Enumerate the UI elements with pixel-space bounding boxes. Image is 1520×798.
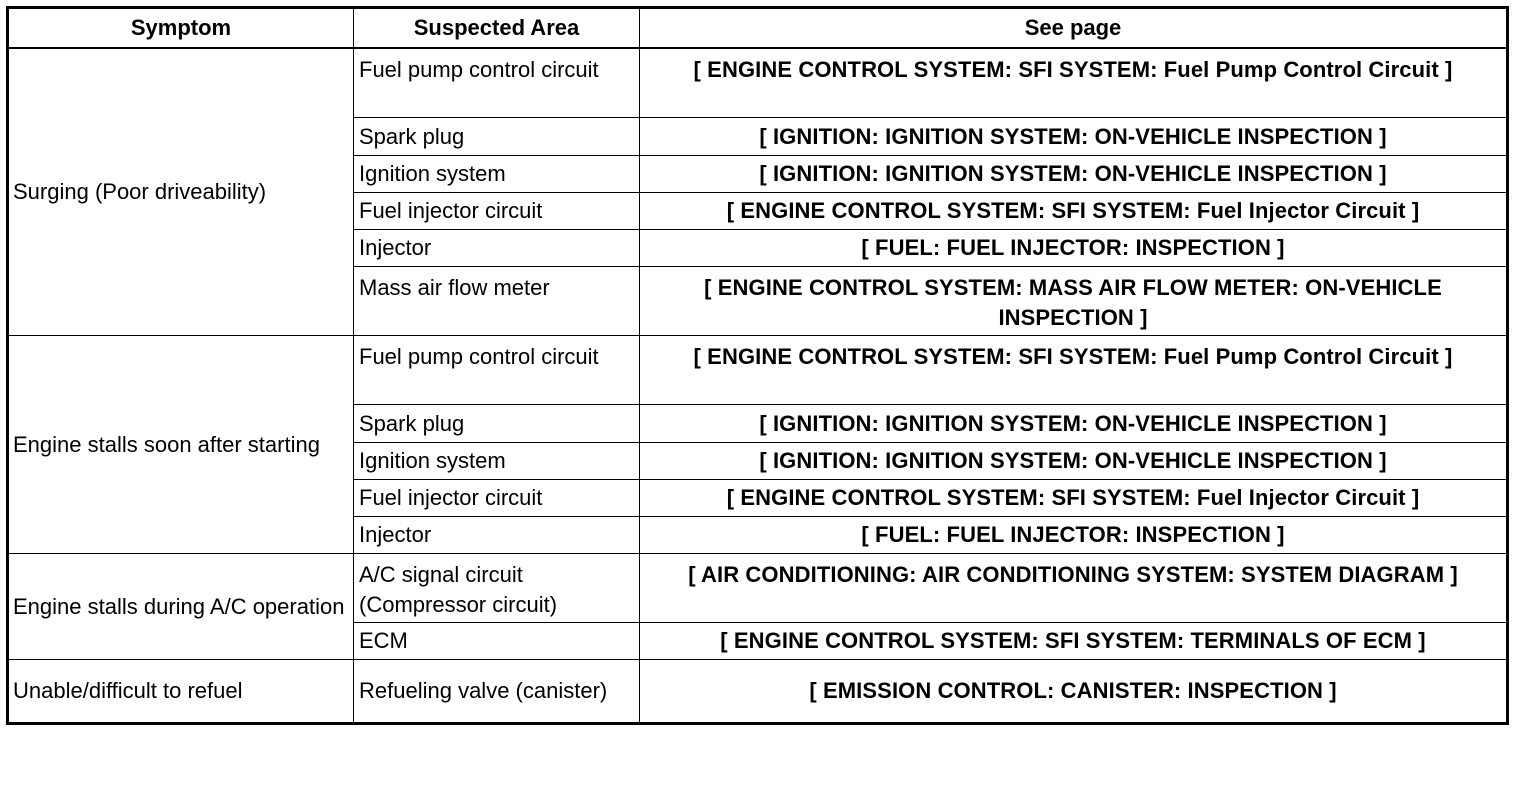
suspected-area-cell: Spark plug	[354, 405, 640, 443]
suspected-area-cell: Refueling valve (canister)	[354, 660, 640, 724]
symptom-cell: Engine stalls soon after starting	[8, 336, 354, 554]
symptom-cell: Unable/difficult to refuel	[8, 660, 354, 724]
symptom-cell: Surging (Poor driveability)	[8, 48, 354, 336]
header-symptom: Symptom	[8, 8, 354, 49]
see-page-link[interactable]: [ AIR CONDITIONING: AIR CONDITIONING SYSTEM: SYSTEM DIAGRAM ]	[640, 554, 1508, 623]
suspected-area-cell: Fuel pump control circuit	[354, 336, 640, 405]
see-page-link[interactable]: [ ENGINE CONTROL SYSTEM: SFI SYSTEM: TERMINALS OF ECM ]	[640, 623, 1508, 660]
suspected-area-cell: Spark plug	[354, 118, 640, 156]
suspected-area-cell: Mass air flow meter	[354, 267, 640, 336]
see-page-link[interactable]: [ IGNITION: IGNITION SYSTEM: ON-VEHICLE INSPECTION ]	[640, 156, 1508, 193]
table-row	[8, 336, 1508, 405]
header-see-page: See page	[640, 8, 1508, 49]
suspected-area-cell: Injector	[354, 230, 640, 267]
troubleshooting-table	[6, 6, 1509, 725]
table-row	[8, 554, 1508, 623]
suspected-area-cell: A/C signal circuit (Compressor circuit)	[354, 554, 640, 623]
suspected-area-cell: Fuel pump control circuit	[354, 48, 640, 118]
symptom-cell: Engine stalls during A/C operation	[8, 554, 354, 660]
see-page-link[interactable]: [ ENGINE CONTROL SYSTEM: SFI SYSTEM: Fuel Pump Control Circuit ]	[640, 48, 1508, 118]
see-page-link[interactable]: [ ENGINE CONTROL SYSTEM: SFI SYSTEM: Fuel Injector Circuit ]	[640, 193, 1508, 230]
suspected-area-cell: Fuel injector circuit	[354, 480, 640, 517]
see-page-link[interactable]: [ IGNITION: IGNITION SYSTEM: ON-VEHICLE INSPECTION ]	[640, 405, 1508, 443]
suspected-area-cell: Injector	[354, 517, 640, 554]
suspected-area-cell: Ignition system	[354, 443, 640, 480]
table-row	[8, 660, 1508, 724]
suspected-area-cell: Fuel injector circuit	[354, 193, 640, 230]
see-page-link[interactable]: [ IGNITION: IGNITION SYSTEM: ON-VEHICLE INSPECTION ]	[640, 443, 1508, 480]
suspected-area-cell: ECM	[354, 623, 640, 660]
suspected-area-cell: Ignition system	[354, 156, 640, 193]
see-page-link[interactable]: [ IGNITION: IGNITION SYSTEM: ON-VEHICLE INSPECTION ]	[640, 118, 1508, 156]
see-page-link[interactable]: [ ENGINE CONTROL SYSTEM: SFI SYSTEM: Fuel Pump Control Circuit ]	[640, 336, 1508, 405]
see-page-link[interactable]: [ FUEL: FUEL INJECTOR: INSPECTION ]	[640, 517, 1508, 554]
table-row	[8, 48, 1508, 118]
see-page-link[interactable]: [ ENGINE CONTROL SYSTEM: MASS AIR FLOW METER: ON-VEHICLE INSPECTION ]	[640, 267, 1508, 336]
header-suspected-area: Suspected Area	[354, 8, 640, 49]
see-page-link[interactable]: [ FUEL: FUEL INJECTOR: INSPECTION ]	[640, 230, 1508, 267]
header-row	[8, 8, 1508, 49]
see-page-link[interactable]: [ EMISSION CONTROL: CANISTER: INSPECTION ]	[640, 660, 1508, 724]
see-page-link[interactable]: [ ENGINE CONTROL SYSTEM: SFI SYSTEM: Fuel Injector Circuit ]	[640, 480, 1508, 517]
